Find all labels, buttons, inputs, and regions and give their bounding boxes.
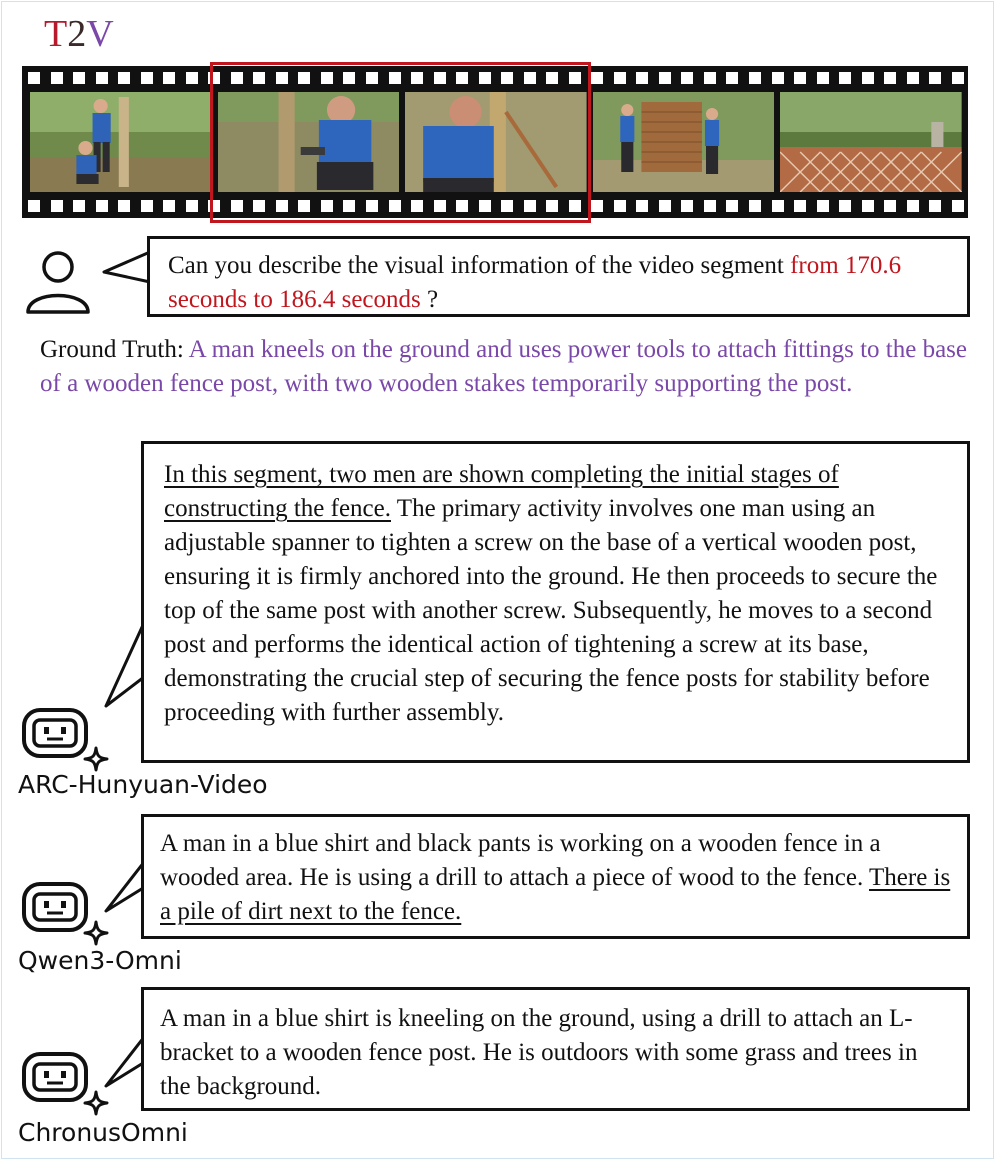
model-name-chronus: ChronusOmni (18, 1118, 188, 1147)
user-icon (22, 246, 94, 318)
film-hole (952, 72, 964, 84)
film-hole (839, 200, 851, 212)
film-hole (726, 200, 738, 212)
model-name-qwen: Qwen3-Omni (18, 946, 182, 975)
film-hole (862, 72, 874, 84)
film-hole (907, 72, 919, 84)
film-hole (614, 200, 626, 212)
film-hole (726, 72, 738, 84)
film-hole (884, 200, 896, 212)
film-hole (704, 200, 716, 212)
ground-truth-text: A man kneels on the ground and uses power tools to attach fittings to the base of a wooden fence post, with two wooden stakes temporarily supporting the post. (40, 336, 967, 397)
film-hole (614, 72, 626, 84)
film-hole (73, 72, 85, 84)
film-hole (907, 200, 919, 212)
film-hole (118, 72, 130, 84)
film-hole (51, 200, 63, 212)
film-hole (591, 72, 603, 84)
video-frame-1 (30, 92, 212, 192)
film-hole (636, 72, 648, 84)
film-hole (96, 72, 108, 84)
ground-truth-label: Ground Truth: (40, 336, 189, 363)
film-hole (817, 200, 829, 212)
film-hole (141, 200, 153, 212)
question-text: Can you describe the visual information of the video segment (168, 252, 791, 279)
title-t: T (44, 13, 68, 55)
film-hole (839, 72, 851, 84)
film-hole (96, 200, 108, 212)
film-hole (749, 72, 761, 84)
video-frame-4 (593, 92, 775, 192)
chronus-response-bubble (141, 987, 970, 1111)
chronus-response-text: A man in a blue shirt is kneeling on the ground, using a drill to attach an L-bracket to a wooden fence post. He is outdoors with some grass and trees in the background. (160, 1005, 918, 1100)
robot-sparkle-icon (20, 876, 112, 948)
film-hole (51, 72, 63, 84)
film-hole (704, 72, 716, 84)
film-hole (163, 200, 175, 212)
selected-segment-box (210, 62, 591, 223)
film-hole (118, 200, 130, 212)
task-title (44, 10, 114, 58)
film-hole (772, 200, 784, 212)
film-hole (817, 72, 829, 84)
film-hole (884, 72, 896, 84)
film-hole (794, 72, 806, 84)
ground-truth (40, 333, 970, 401)
model-name-arc: ARC-Hunyuan-Video (18, 770, 268, 799)
film-hole (186, 72, 198, 84)
film-hole (929, 200, 941, 212)
qwen-response-text: A man in a blue shirt and black pants is working on a wooden fence in a wooded area. He is using a drill to attach a piece of wood to the fence. (160, 830, 881, 891)
film-hole (952, 200, 964, 212)
film-hole (659, 200, 671, 212)
film-hole (73, 200, 85, 212)
film-hole (28, 200, 40, 212)
film-end (968, 66, 982, 218)
film-hole (749, 200, 761, 212)
film-hole (862, 200, 874, 212)
question-time-range: from 170.6 seconds to 186.4 seconds (168, 252, 902, 313)
film-hole (28, 72, 40, 84)
question-bubble-tail (100, 250, 152, 290)
qwen-response-bubble (141, 814, 970, 939)
arc-response-text: The primary activity involves one man using an adjustable spanner to tighten a screw on the base of a vertical wooden post, ensuring it is firmly anchored into the ground. He then proceeds to secure the top of the same post with another screw. Subsequently, he moves to a second post and performs the identical action of tightening a screw at its base, demonstrating the crucial step of securing the fence posts for stability before proceeding with further assembly. (164, 495, 938, 726)
film-hole (794, 200, 806, 212)
film-hole (659, 72, 671, 84)
film-hole (929, 72, 941, 84)
arc-hunyuan-response-bubble (141, 441, 970, 763)
film-hole (681, 200, 693, 212)
question-bubble (147, 236, 970, 317)
robot-sparkle-icon (20, 702, 112, 774)
title-two: 2 (67, 13, 87, 55)
film-hole (141, 72, 153, 84)
film-hole (163, 72, 175, 84)
film-hole (591, 200, 603, 212)
film-hole (636, 200, 648, 212)
arc-response-underlined: In this segment, two men are shown completing the initial stages of constructing the fence. (164, 461, 839, 522)
robot-sparkle-icon (20, 1046, 112, 1118)
film-hole (681, 72, 693, 84)
title-v: V (86, 13, 114, 55)
film-hole (186, 200, 198, 212)
video-frame-5 (780, 92, 962, 192)
qwen-response-underlined: There is a pile of dirt next to the fence. (160, 864, 951, 925)
film-hole (772, 72, 784, 84)
question-suffix: ? (420, 286, 439, 313)
